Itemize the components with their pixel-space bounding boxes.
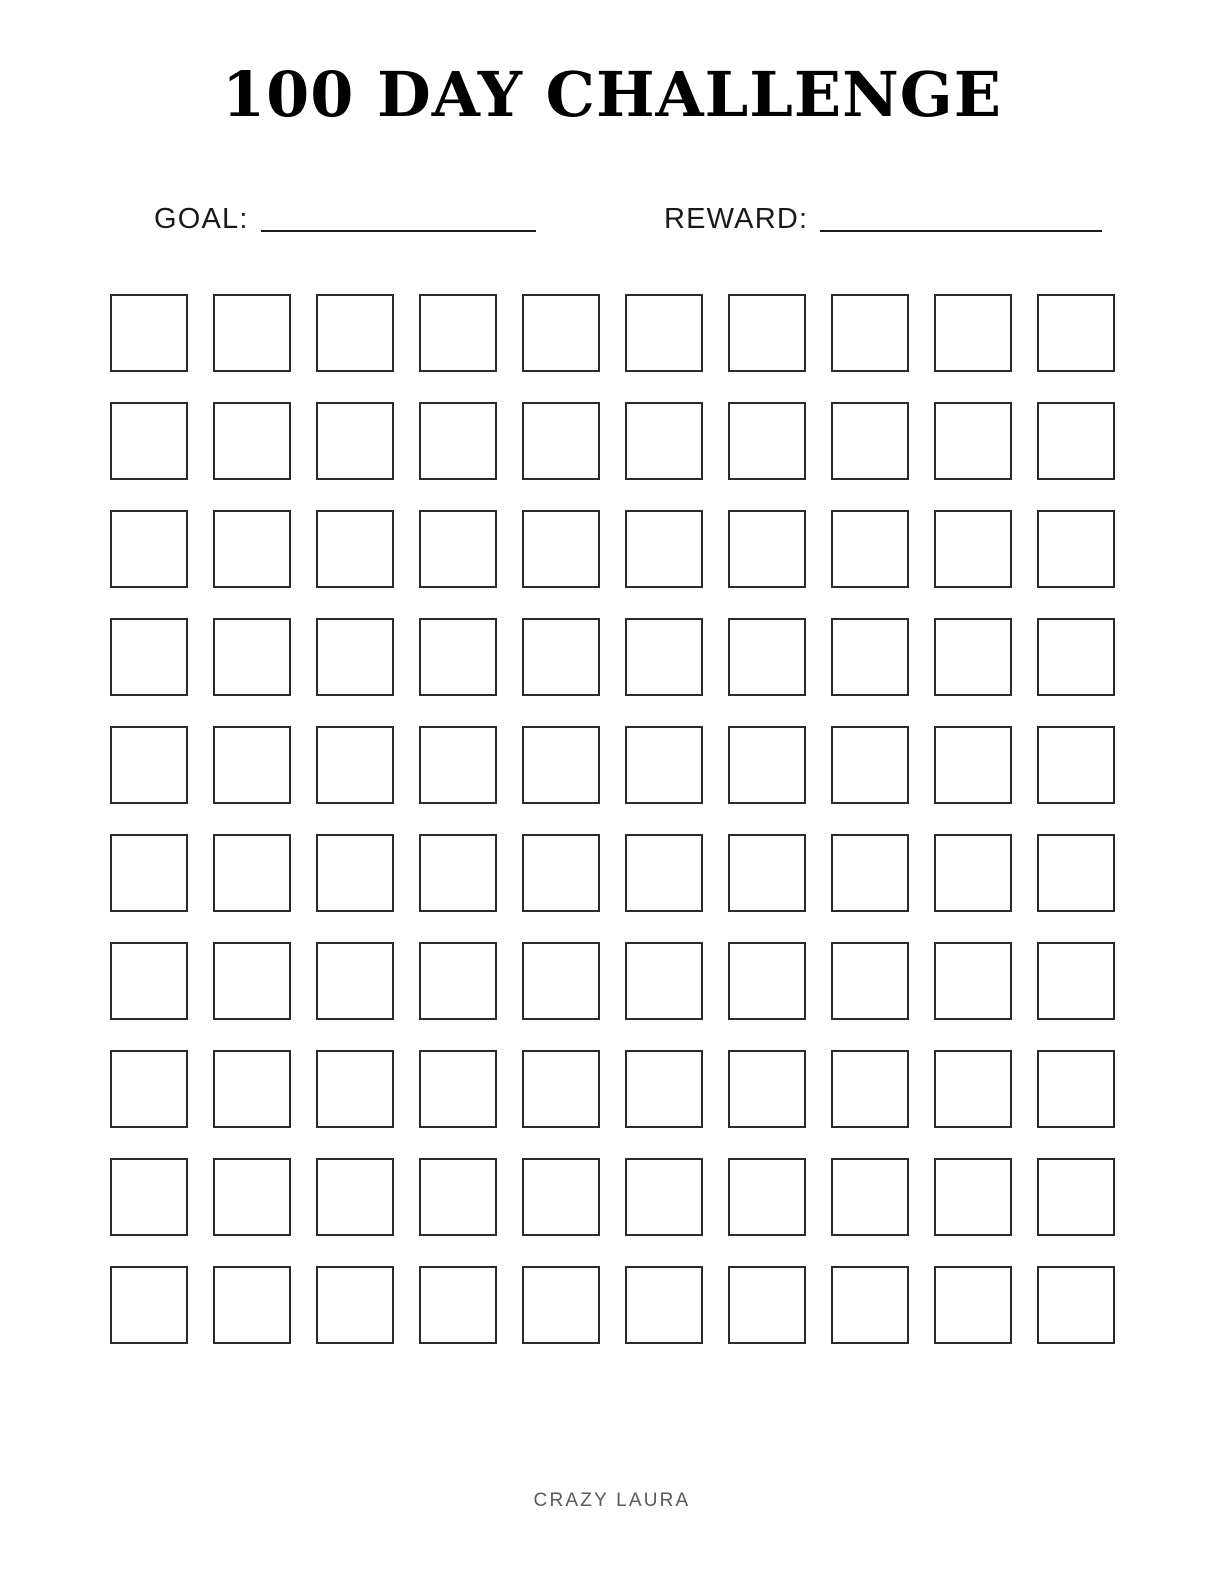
day-checkbox[interactable]	[316, 726, 394, 804]
goal-field[interactable]	[154, 205, 664, 236]
day-checkbox[interactable]	[522, 1158, 600, 1236]
day-checkbox[interactable]	[625, 1050, 703, 1128]
day-checkbox[interactable]	[934, 1158, 1012, 1236]
day-checkbox[interactable]	[625, 618, 703, 696]
day-checkbox[interactable]	[934, 510, 1012, 588]
day-checkbox[interactable]	[1037, 402, 1115, 480]
goal-write-in-line[interactable]	[261, 230, 536, 232]
day-checkbox[interactable]	[728, 510, 806, 588]
day-checkbox[interactable]	[213, 294, 291, 372]
day-checkbox[interactable]	[831, 294, 909, 372]
day-checkbox[interactable]	[419, 1050, 497, 1128]
day-checkbox[interactable]	[213, 726, 291, 804]
day-checkbox[interactable]	[110, 1158, 188, 1236]
day-checkbox[interactable]	[831, 726, 909, 804]
day-checkbox[interactable]	[625, 942, 703, 1020]
day-checkbox[interactable]	[625, 1266, 703, 1344]
day-checkbox[interactable]	[728, 1158, 806, 1236]
day-checkbox[interactable]	[419, 618, 497, 696]
day-checkbox[interactable]	[522, 726, 600, 804]
day-checkbox[interactable]	[316, 618, 394, 696]
day-checkbox[interactable]	[1037, 618, 1115, 696]
page-title: 100 DAY CHALLENGE	[222, 58, 1002, 131]
day-checkbox[interactable]	[831, 618, 909, 696]
day-checkbox[interactable]	[213, 1158, 291, 1236]
day-checkbox[interactable]	[522, 1050, 600, 1128]
day-checkbox[interactable]	[728, 1050, 806, 1128]
day-checkbox[interactable]	[316, 402, 394, 480]
reward-field[interactable]	[664, 205, 1102, 236]
day-checkbox[interactable]	[419, 1158, 497, 1236]
day-checkbox[interactable]	[110, 942, 188, 1020]
day-checkbox[interactable]	[522, 942, 600, 1020]
day-checkbox[interactable]	[625, 402, 703, 480]
day-checkbox[interactable]	[831, 510, 909, 588]
day-checkbox[interactable]	[213, 1266, 291, 1344]
day-checkbox[interactable]	[522, 1266, 600, 1344]
day-checkbox[interactable]	[934, 294, 1012, 372]
day-checkbox[interactable]	[1037, 1266, 1115, 1344]
day-checkbox[interactable]	[831, 402, 909, 480]
day-checkbox[interactable]	[1037, 726, 1115, 804]
day-checkbox[interactable]	[728, 618, 806, 696]
reward-write-in-line[interactable]	[820, 230, 1102, 232]
checkbox-grid	[110, 294, 1115, 1344]
day-checkbox[interactable]	[522, 294, 600, 372]
day-checkbox[interactable]	[110, 618, 188, 696]
day-checkbox[interactable]	[728, 942, 806, 1020]
day-checkbox[interactable]	[522, 834, 600, 912]
day-checkbox[interactable]	[213, 402, 291, 480]
day-checkbox[interactable]	[110, 1266, 188, 1344]
day-checkbox[interactable]	[934, 402, 1012, 480]
day-checkbox[interactable]	[831, 1158, 909, 1236]
day-checkbox[interactable]	[1037, 294, 1115, 372]
day-checkbox[interactable]	[625, 834, 703, 912]
day-checkbox[interactable]	[934, 1050, 1012, 1128]
day-checkbox[interactable]	[831, 1050, 909, 1128]
day-checkbox[interactable]	[831, 834, 909, 912]
day-checkbox[interactable]	[522, 510, 600, 588]
day-checkbox[interactable]	[213, 1050, 291, 1128]
day-checkbox[interactable]	[728, 294, 806, 372]
day-checkbox[interactable]	[316, 1266, 394, 1344]
day-checkbox[interactable]	[213, 618, 291, 696]
day-checkbox[interactable]	[1037, 510, 1115, 588]
footer-brand: CRAZY LAURA	[533, 1490, 691, 1511]
day-checkbox[interactable]	[316, 1050, 394, 1128]
day-checkbox[interactable]	[728, 402, 806, 480]
day-checkbox[interactable]	[934, 834, 1012, 912]
day-checkbox[interactable]	[419, 402, 497, 480]
reward-label: REWARD:	[664, 203, 809, 236]
day-checkbox[interactable]	[728, 834, 806, 912]
day-checkbox[interactable]	[419, 942, 497, 1020]
day-checkbox[interactable]	[625, 1158, 703, 1236]
day-checkbox[interactable]	[522, 402, 600, 480]
day-checkbox[interactable]	[316, 510, 394, 588]
day-checkbox[interactable]	[728, 1266, 806, 1344]
day-checkbox[interactable]	[110, 834, 188, 912]
fields-row	[112, 205, 1112, 236]
day-checkbox[interactable]	[831, 942, 909, 1020]
day-checkbox[interactable]	[419, 294, 497, 372]
day-checkbox[interactable]	[419, 834, 497, 912]
day-checkbox[interactable]	[419, 1266, 497, 1344]
day-checkbox[interactable]	[1037, 834, 1115, 912]
day-checkbox[interactable]	[419, 726, 497, 804]
day-checkbox[interactable]	[831, 1266, 909, 1344]
day-checkbox[interactable]	[419, 510, 497, 588]
day-checkbox[interactable]	[110, 726, 188, 804]
day-checkbox[interactable]	[728, 726, 806, 804]
day-checkbox[interactable]	[213, 834, 291, 912]
day-checkbox[interactable]	[1037, 1050, 1115, 1128]
day-checkbox[interactable]	[316, 1158, 394, 1236]
day-checkbox[interactable]	[625, 726, 703, 804]
day-checkbox[interactable]	[213, 510, 291, 588]
day-checkbox[interactable]	[1037, 942, 1115, 1020]
day-checkbox[interactable]	[213, 942, 291, 1020]
day-checkbox[interactable]	[316, 294, 394, 372]
goal-label: GOAL:	[154, 203, 249, 236]
day-checkbox[interactable]	[934, 942, 1012, 1020]
day-checkbox[interactable]	[934, 1266, 1012, 1344]
day-checkbox[interactable]	[625, 510, 703, 588]
day-checkbox[interactable]	[110, 402, 188, 480]
day-checkbox[interactable]	[625, 294, 703, 372]
day-checkbox[interactable]	[934, 618, 1012, 696]
day-checkbox[interactable]	[1037, 1158, 1115, 1236]
day-checkbox[interactable]	[316, 942, 394, 1020]
day-checkbox[interactable]	[110, 510, 188, 588]
day-checkbox[interactable]	[110, 294, 188, 372]
day-checkbox[interactable]	[110, 1050, 188, 1128]
day-checkbox[interactable]	[934, 726, 1012, 804]
day-checkbox[interactable]	[522, 618, 600, 696]
day-checkbox[interactable]	[316, 834, 394, 912]
